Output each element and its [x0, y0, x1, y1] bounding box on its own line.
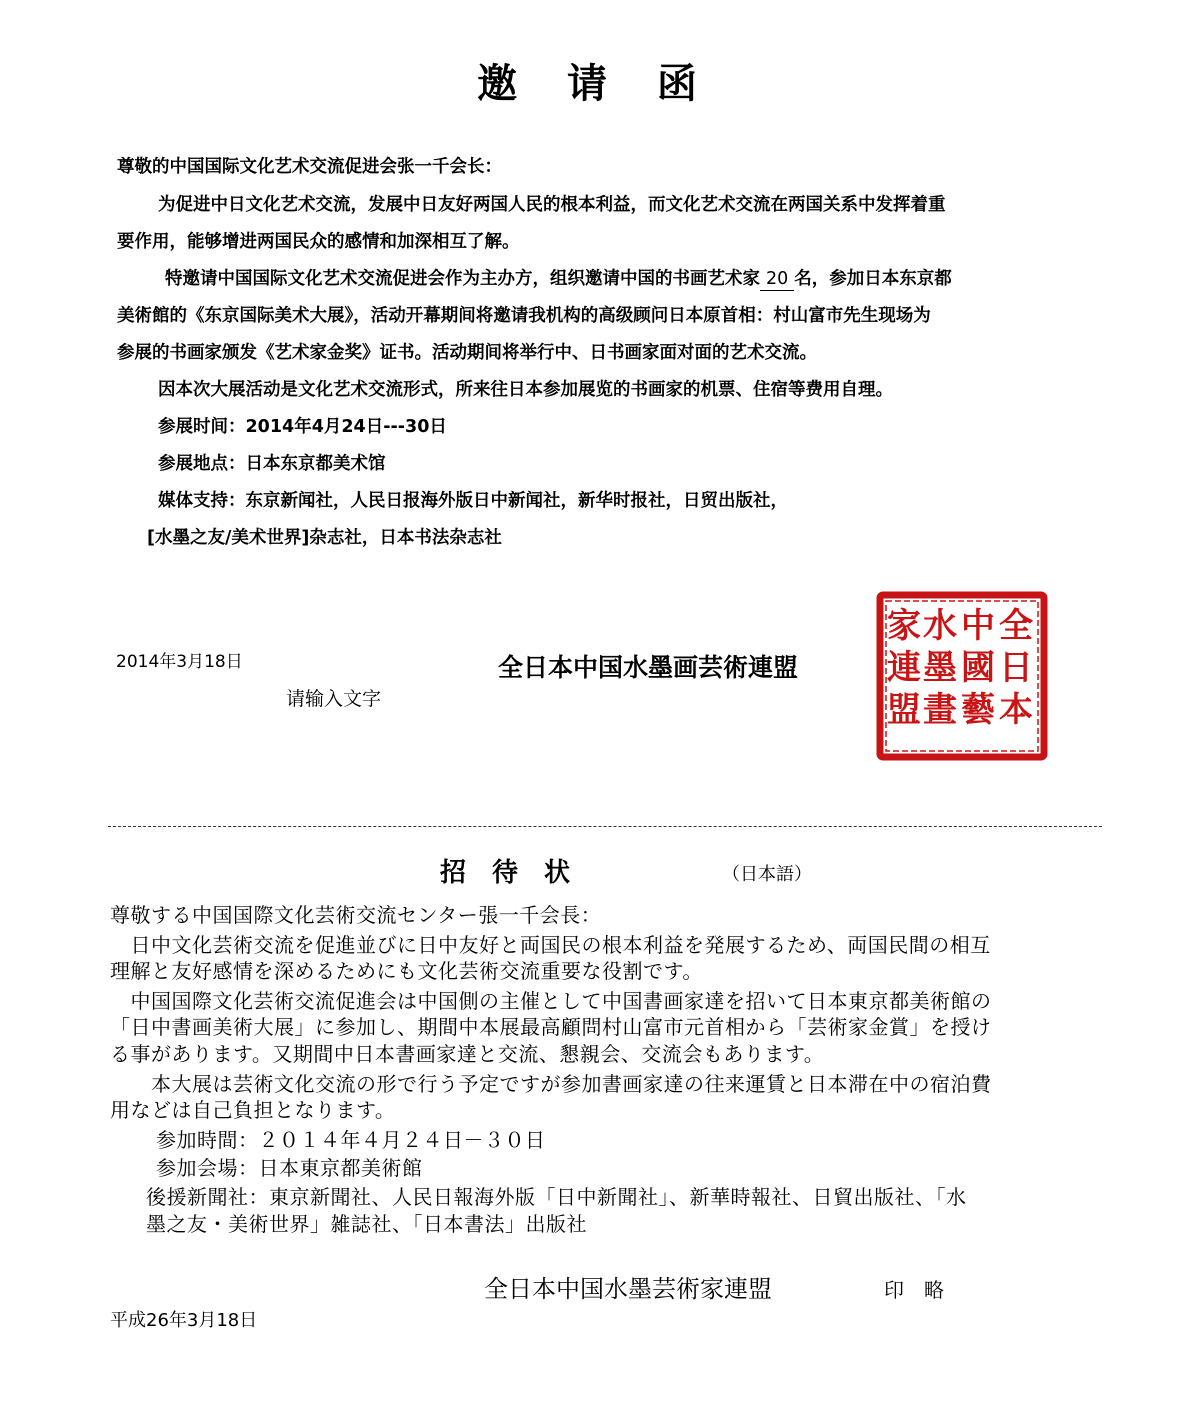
jp-time: 参加時間：２０１４年４月２４日－３０日	[156, 1128, 546, 1152]
svg-text:連: 連	[887, 648, 921, 688]
svg-text:畫: 畫	[923, 690, 957, 730]
svg-text:水: 水	[923, 606, 957, 646]
jp-organization: 全日本中国水墨芸術家連盟	[484, 1275, 772, 1303]
red-seal-icon	[874, 589, 1050, 763]
jp-sponsors-line2: 墨之友・美術世界」雑誌社、「日本書法」出版社	[146, 1212, 587, 1236]
cn-para2-line1	[165, 261, 952, 298]
placeholder-text: 请输入文字	[286, 688, 382, 710]
cn-organization: 全日本中国水墨画芸術連盟	[498, 653, 799, 682]
jp-date: 平成26年3月18日	[110, 1310, 258, 1331]
cn-media-line1: 媒体支持：东京新闻社，人民日报海外版日中新闻社，新华时报社，日贸出版社，	[158, 491, 788, 511]
jp-para2-line2: 「日中書画美術大展」に参加し、期間中本展最高顧問村山富市元首相から「芸術家金賞」を授け	[110, 1015, 992, 1039]
jp-para1-line2: 理解と友好感情を深めるためにも文化芸術交流重要な役割です。	[110, 959, 703, 983]
cn-para2-line1-b: 名，参加日本东京都	[794, 269, 952, 289]
cn-exhibit-time: 参展时间：2014年4月24日---30日	[158, 417, 447, 437]
cn-salutation: 尊敬的中国国际文化艺术交流促进会张一千会长：	[117, 157, 502, 177]
jp-para1-line1: 日中文化芸術交流を促進並びに日中友好と両国民の根本利益を発展するため、両国民間の相互	[110, 933, 991, 957]
jp-title: 招 待 状	[440, 858, 571, 888]
jp-para3-line2: 用などは自己負担となります。	[110, 1098, 396, 1122]
jp-salutation: 尊敬する中国国際文化芸術交流センター張一千会長：	[110, 903, 602, 927]
jp-title-note: （日本語）	[722, 864, 812, 885]
cn-media-line2: [水墨之友/美术世界]杂志社，日本书法杂志社	[147, 528, 502, 548]
cn-para2-line1-a: 特邀请中国国际文化艺术交流促进会作为主办方，组织邀请中国的书画艺术家	[165, 269, 760, 289]
cn-para1-line1: 为促进中日文化艺术交流，发展中日友好两国人民的根本利益，而文化艺术交流在两国关系中发挥着重	[158, 195, 946, 215]
cn-para3: 因本次大展活动是文化艺术交流形式，所来往日本参加展览的书画家的机票、住宿等费用自理。	[158, 380, 893, 400]
jp-para2-line1: 中国国際文化芸術交流促進会は中国側の主催として中国書画家達を招いて日本東京都美術館の	[110, 989, 992, 1013]
cn-para1-line2: 要作用，能够增进两国民众的感情和加深相互了解。	[117, 232, 520, 252]
svg-text:家: 家	[887, 606, 921, 646]
jp-para2-line3: る事があります。又期間中日本書画家達と交流、懇親会、交流会もあります。	[110, 1042, 825, 1066]
svg-text:本: 本	[999, 690, 1033, 730]
svg-text:盟: 盟	[887, 690, 921, 730]
cn-date: 2014年3月18日	[116, 652, 243, 672]
invitation-title: 邀 请 函	[477, 60, 715, 107]
svg-text:日: 日	[999, 648, 1033, 688]
svg-text:國: 國	[961, 648, 995, 688]
jp-sponsors-line1: 後援新聞社：東京新聞社、人民日報海外版「日中新聞社」、新華時報社、日貿出版社、「水	[146, 1185, 967, 1209]
cn-para2-line2: 美術館的《东京国际美术大展》，活动开幕期间将邀请我机构的高级顾问日本原首相：村山富市先生现场为	[117, 306, 931, 326]
cn-para2-line3: 参展的书画家颁发《艺术家金奖》证书。活动期间将举行中、日书画家面对面的艺术交流。	[117, 343, 817, 363]
cn-exhibit-venue: 参展地点：日本东京都美术馆	[158, 454, 386, 474]
svg-text:墨: 墨	[923, 648, 957, 688]
artist-count: 20	[760, 268, 794, 291]
svg-text:全: 全	[999, 606, 1033, 646]
svg-text:藝: 藝	[961, 690, 995, 730]
section-divider	[108, 826, 1102, 827]
jp-venue: 参加会場：日本東京都美術館	[156, 1156, 423, 1180]
jp-para3-line1: 本大展は芸術文化交流の形で行う予定ですが参加書画家達の往来運賃と日本滞在中の宿泊費	[110, 1072, 992, 1096]
jp-seal-note: 印 略	[884, 1278, 944, 1302]
svg-text:中: 中	[961, 606, 995, 646]
